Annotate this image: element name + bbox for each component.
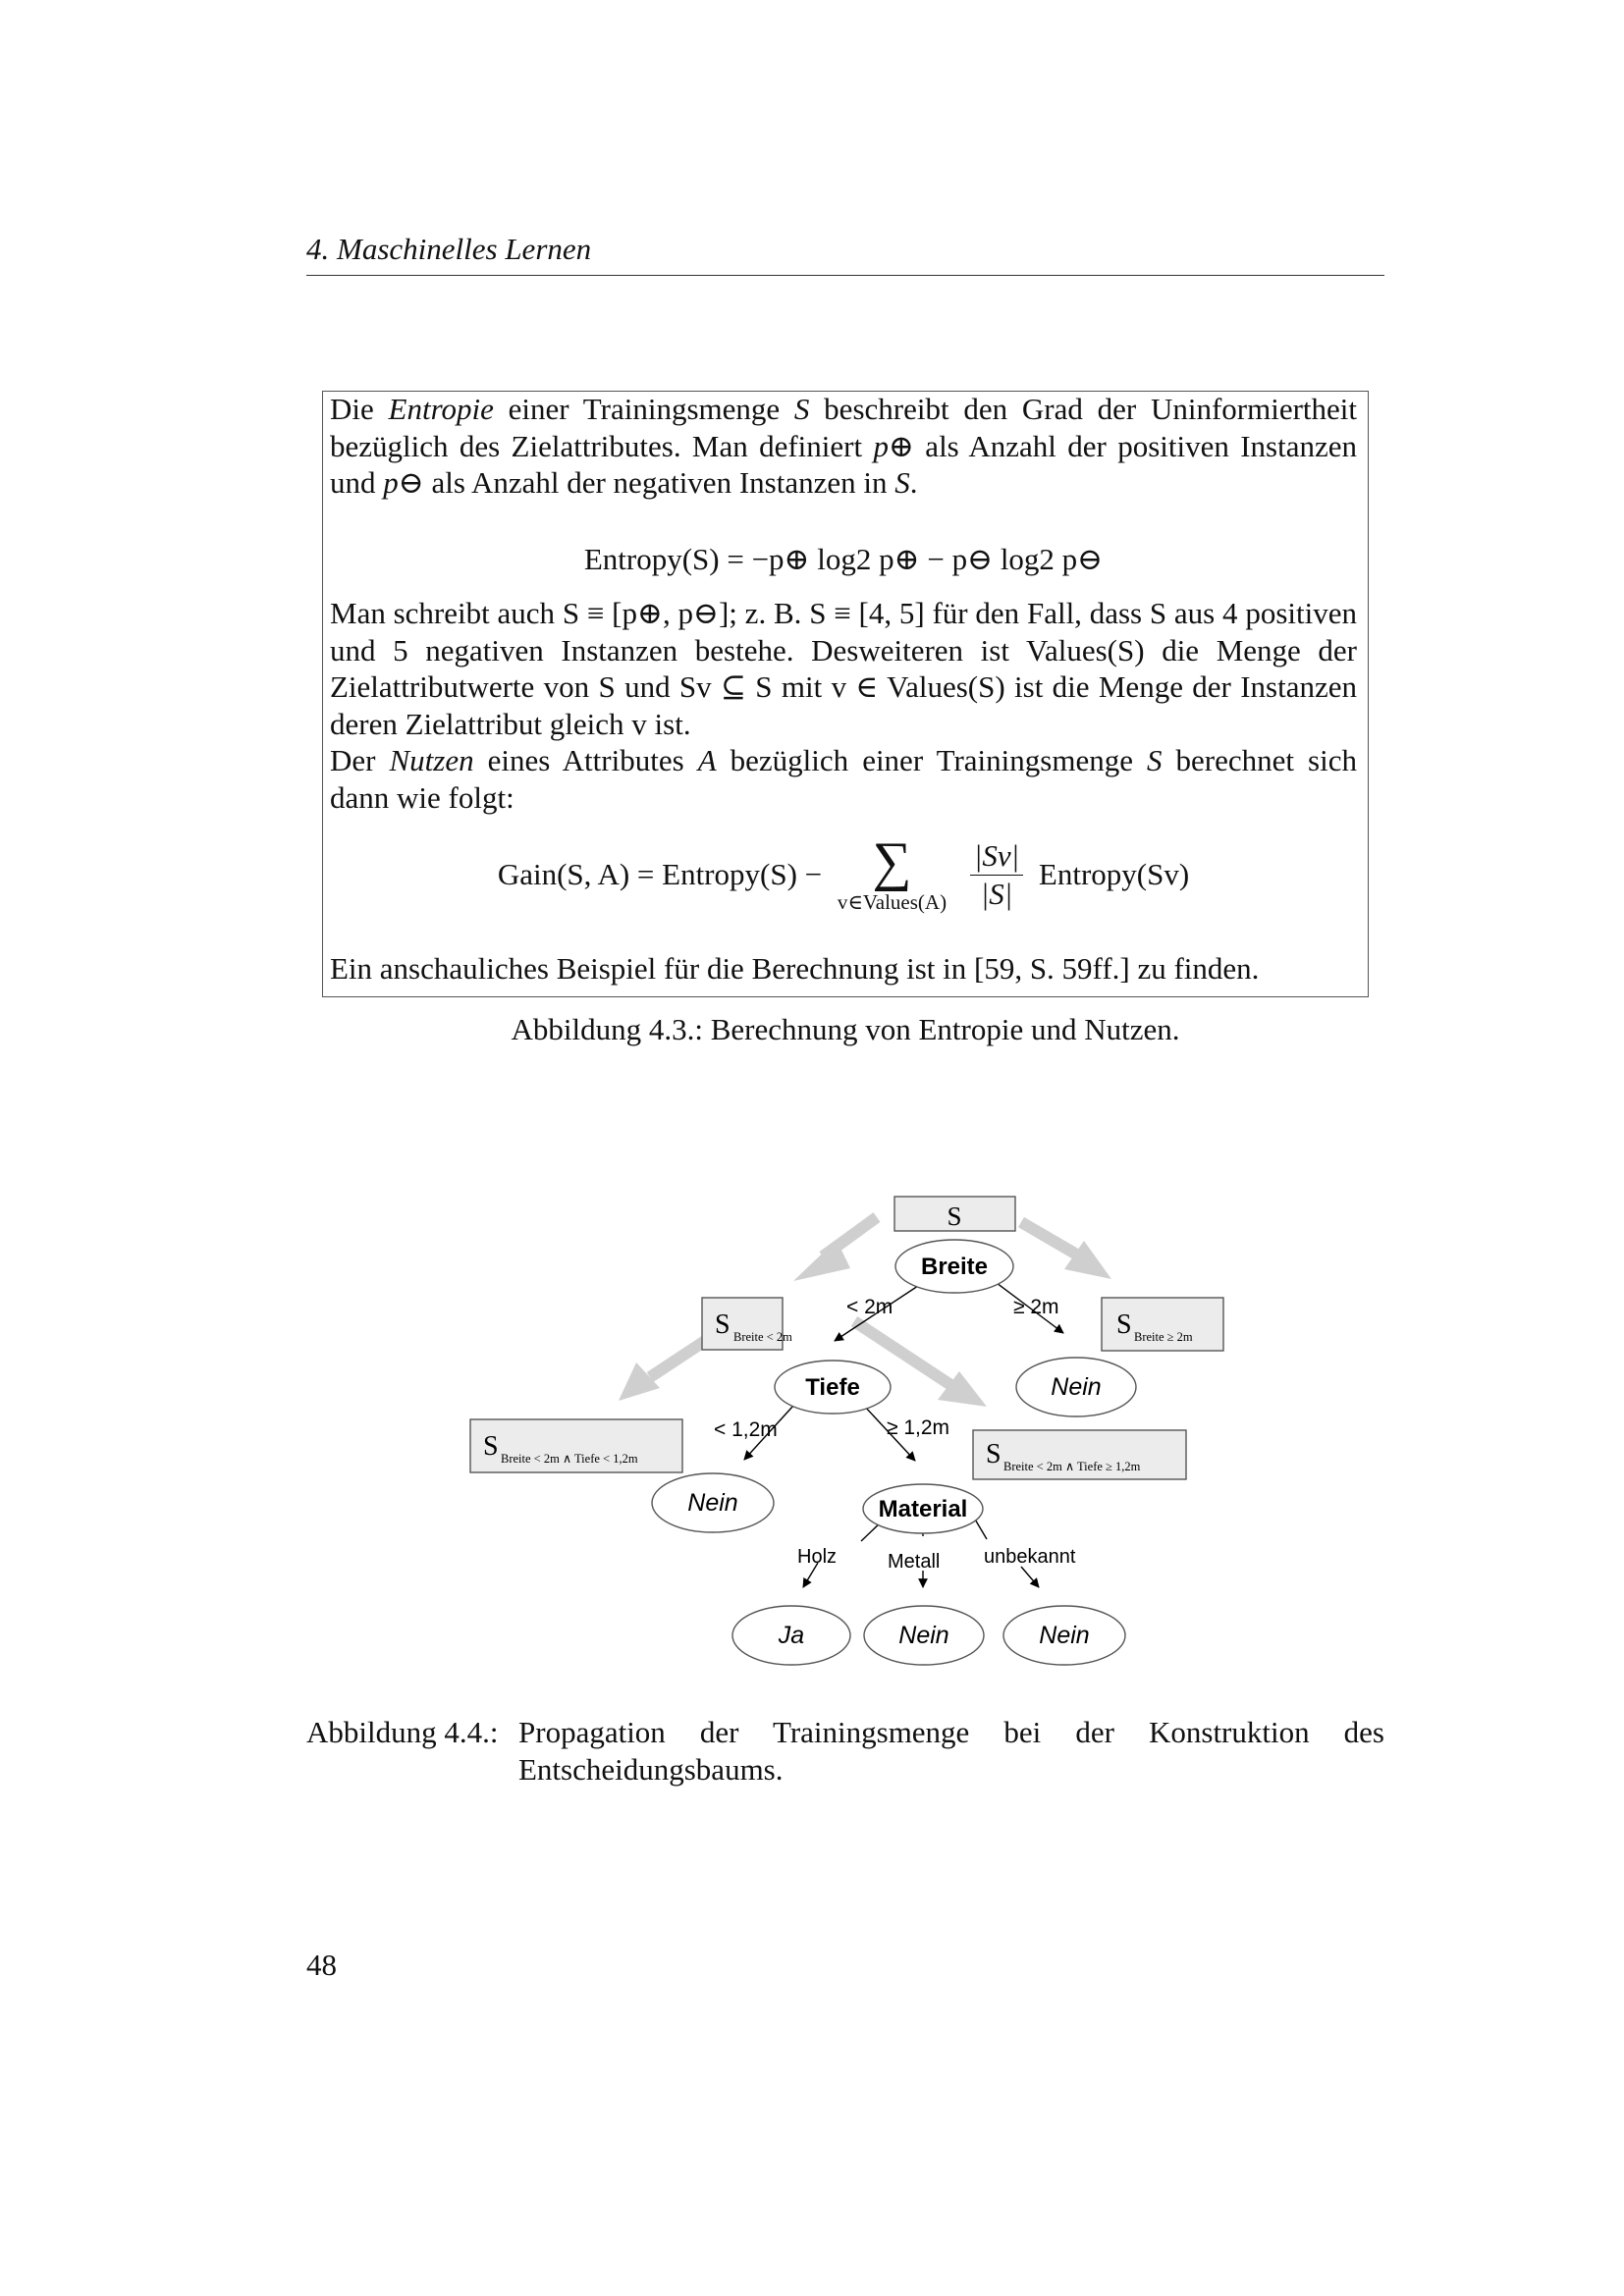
set-tiefe-ge-sub: Breite < 2m ∧ Tiefe ≥ 1,2m — [1003, 1460, 1141, 1473]
figure-caption-4-3: Abbildung 4.3.: Berechnung von Entropie und Nutzen. — [511, 1012, 1180, 1046]
node-breite — [895, 1240, 1013, 1293]
leaf-breite-nein — [1016, 1358, 1136, 1416]
arrow-to-tiefe-lt-set — [619, 1341, 705, 1401]
root-set-label: S — [947, 1201, 962, 1231]
page-number: 48 — [306, 1948, 337, 1982]
edge-label-metall: Metall — [888, 1551, 941, 1573]
entropy-definition-paragraph: Die Entropie einer Trainingsmenge S beschreibt den Grad der Uninformiertheit bezüglich des Zielattributes. Man definiert p⊕ als Anzahl der positiven Instanzen und p⊖ als Anzahl der negativen Instanzen in S. — [330, 392, 1357, 500]
set-box-breite-ge — [1102, 1298, 1223, 1351]
node-tiefe-label: Tiefe — [805, 1374, 860, 1401]
running-header: 4. Maschinelles Lernen — [306, 232, 592, 266]
notation-paragraph: Man schreibt auch S ≡ [p⊕, p⊖]; z. B. S ≡ [4, 5] für den Fall, dass S aus 4 positiven und 5 negativen Instanzen bestehe. Desweiteren ist Values(S) die Menge der Zielattributwerte von S und Sv ⊆ S mit v ∈ Values(S) ist die Menge der Instanzen deren Zielattribut gleich v ist. — [330, 596, 1357, 741]
set-tiefe-ge-main: S — [986, 1439, 1001, 1469]
set-tiefe-lt-main: S — [483, 1431, 499, 1462]
term-nutzen: Nutzen — [389, 743, 474, 777]
edge-label-ge-12m: ≥ 1,2m — [887, 1416, 950, 1439]
figure-caption-4-4-text: Propagation der Trainingsmenge bei der Konstruktion des Entscheidungsbaums. — [518, 1715, 1384, 1787]
node-breite-label: Breite — [920, 1254, 989, 1280]
edge-label-lt-2m: < 2m — [846, 1296, 893, 1318]
leaf-holz-ja — [732, 1606, 850, 1665]
p-minus-symbol: p⊖ — [383, 465, 424, 500]
leaf-metall-nein-label: Nein — [898, 1622, 949, 1649]
fraction-denominator: |S| — [980, 876, 1013, 911]
sum-sign: ∑ — [872, 831, 912, 892]
leaf-holz-ja-label: Ja — [778, 1622, 805, 1649]
leaf-breite-nein-label: Nein — [1051, 1373, 1102, 1401]
example-reference-paragraph: Ein anschauliches Beispiel für die Berechnung ist in [59, S. 59ff.] zu finden. — [330, 951, 1260, 986]
set-breite-ge-sub: Breite ≥ 2m — [1134, 1330, 1193, 1344]
set-box-breite-lt — [702, 1298, 792, 1350]
entropy-formula: Entropy(S) = −p⊕ log2 p⊕ − p⊖ log2 p⊖ — [583, 542, 1104, 576]
leaf-unbekannt-nein-label: Nein — [1039, 1622, 1090, 1649]
edge-label-holz: Holz — [797, 1546, 838, 1568]
edge-label-ge-2m: ≥ 2m — [1013, 1296, 1059, 1318]
edge-material-unbekannt-tail — [1021, 1567, 1039, 1587]
leaf-unbekannt-nein — [1003, 1606, 1125, 1665]
root-set-box — [894, 1197, 1015, 1231]
set-breite-ge-main: S — [1116, 1309, 1132, 1340]
leaf-tiefe-nein-label: Nein — [687, 1489, 738, 1517]
gain-definition-paragraph: Der Nutzen eines Attributes A bezüglich einer Trainingsmenge S berechnet sich dann wie folgt: — [330, 743, 1357, 815]
edge-label-lt-12m: < 1,2m — [714, 1418, 778, 1441]
fraction-numerator: |Sv| — [970, 837, 1023, 876]
sum-limit: v∈Values(A) — [837, 890, 947, 914]
gain-formula-rhs: Entropy(Sv) — [1038, 857, 1190, 891]
edge-label-unbekannt: unbekannt — [984, 1546, 1076, 1568]
term-entropie: Entropie — [388, 392, 494, 426]
p-plus-symbol: p⊕ — [873, 428, 914, 463]
set-breite-lt-sub: Breite < 2m — [733, 1330, 792, 1344]
arrow-to-breite-ge-set — [1021, 1222, 1111, 1279]
leaf-tiefe-nein — [652, 1473, 774, 1532]
node-tiefe — [775, 1361, 891, 1414]
set-breite-lt-main: S — [715, 1309, 731, 1340]
gain-formula-lhs: Gain(S, A) = Entropy(S) − — [497, 857, 823, 891]
set-box-tiefe-ge — [973, 1430, 1186, 1479]
node-material — [863, 1484, 983, 1533]
figure-caption-4-4-label: Abbildung 4.4.: — [306, 1715, 499, 1749]
node-material-label: Material — [878, 1496, 968, 1522]
leaf-metall-nein — [864, 1606, 984, 1665]
arrow-to-breite-lt-set — [793, 1217, 877, 1281]
set-tiefe-lt-sub: Breite < 2m ∧ Tiefe < 1,2m — [501, 1452, 638, 1466]
set-box-tiefe-lt — [470, 1419, 682, 1472]
